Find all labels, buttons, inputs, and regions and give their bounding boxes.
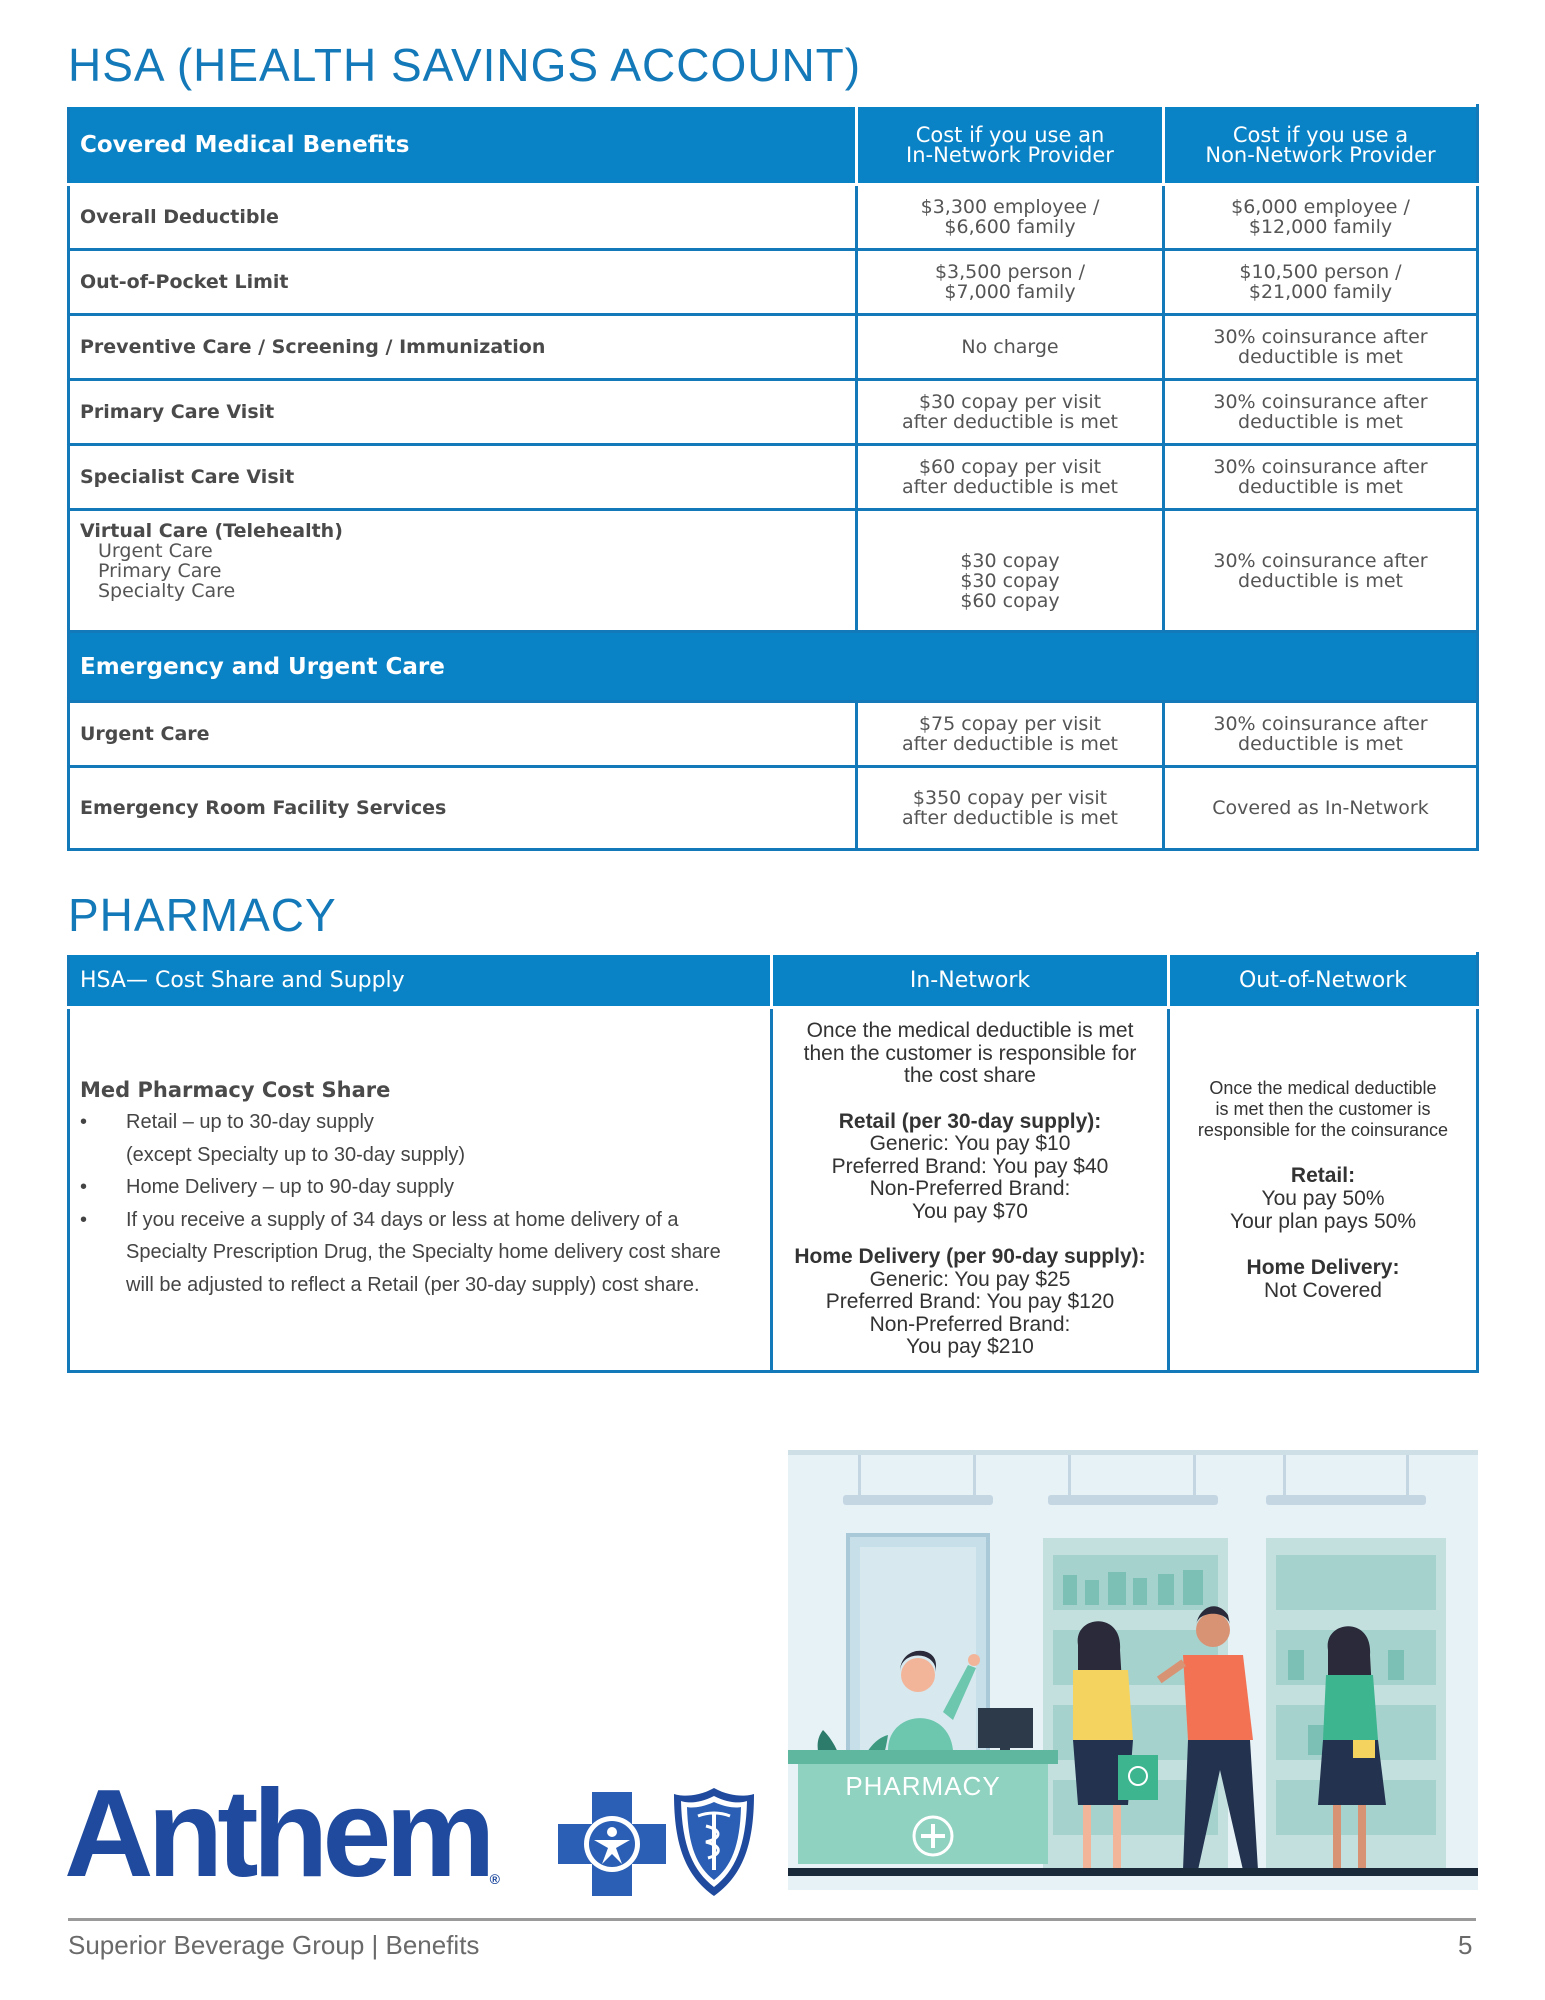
- table-row: [69, 510, 1478, 632]
- row-label: Specialist Care Visit: [69, 445, 857, 510]
- table-row: [69, 702, 1478, 767]
- out-network-cost: 30% coinsurance after deductible is met: [1164, 445, 1478, 510]
- out-network-cost: 30% coinsurance after deductible is met: [1164, 510, 1478, 632]
- table-row: [69, 250, 1478, 315]
- counter-label: PHARMACY: [845, 1771, 1001, 1801]
- table-row: [69, 445, 1478, 510]
- row-label-virtual-care: Virtual Care (Telehealth) Urgent Care Primary Care Specialty Care: [69, 510, 857, 632]
- anthem-logo-wordmark: Anthem®: [64, 1765, 500, 1903]
- in-network-cost: $30 copay per visit after deductible is met: [857, 380, 1164, 445]
- header-out-network: Out-of-Network: [1169, 954, 1478, 1008]
- out-network-cost: $6,000 employee / $12,000 family: [1164, 185, 1478, 250]
- footer-text: Superior Beverage Group | Benefits: [68, 1930, 480, 1960]
- med-pharmacy-title: Med Pharmacy Cost Share: [80, 1078, 391, 1102]
- pharmacy-illustration: [788, 1450, 1478, 1896]
- page-number: 5: [1458, 1930, 1473, 1960]
- footer-divider: [68, 1918, 1476, 1921]
- out-network-pharmacy-cell: Once the medical deductible is met then the customer is responsible for the coinsurance Retail: You pay 50% Your plan pays 50% Home Delivery: Not Covered: [1169, 1008, 1478, 1372]
- row-label: Preventive Care / Screening / Immunization: [69, 315, 857, 380]
- cost-share-list: [80, 1106, 760, 1301]
- emergency-section-header: [69, 632, 1478, 702]
- in-network-cost: $3,300 employee / $6,600 family: [857, 185, 1164, 250]
- hsa-section-title: HSA (HEALTH SAVINGS ACCOUNT): [68, 39, 862, 91]
- blue-shield-icon: [672, 1786, 756, 1898]
- table-header-row: [69, 106, 1478, 185]
- header-cost-share: HSA— Cost Share and Supply: [69, 954, 772, 1008]
- in-network-cost: $75 copay per visit after deductible is met: [857, 702, 1164, 767]
- row-label: Overall Deductible: [69, 185, 857, 250]
- list-item: • Home Delivery – up to 90-day supply: [80, 1176, 454, 1198]
- row-label: Emergency Room Facility Services: [69, 767, 857, 850]
- list-item: • Retail – up to 30-day supply (except Specialty up to 30-day supply): [80, 1111, 466, 1166]
- list-item: • If you receive a supply of 34 days or less at home delivery of a Specialty Prescription Drug, the Specialty home delivery cost share will be adjusted to reflect a Retail (per 30-day supply) cost share.: [80, 1208, 721, 1296]
- row-label: Primary Care Visit: [69, 380, 857, 445]
- table-row: [69, 315, 1478, 380]
- out-network-cost: 30% coinsurance after deductible is met: [1164, 702, 1478, 767]
- in-network-cost: $30 copay $30 copay $60 copay: [857, 510, 1164, 632]
- out-network-cost: $10,500 person / $21,000 family: [1164, 250, 1478, 315]
- in-network-pharmacy-cell: Once the medical deductible is met then the customer is responsible for the cost share Retail (per 30-day supply): Generic: You pay $10 Preferred Brand: You pay $40 Non-Preferred Brand: You pay $70 Home Delivery (per 90-day supply): Generic: You pay $25 Preferred Brand: You pay $120 Non-Preferred Brand: You pay $210: [772, 1008, 1169, 1372]
- header-covered-benefits: Covered Medical Benefits: [69, 106, 857, 185]
- header-in-network: Cost if you use an In-Network Provider: [857, 106, 1164, 185]
- table-row: [69, 1008, 1478, 1372]
- out-network-cost: 30% coinsurance after deductible is met: [1164, 380, 1478, 445]
- table-row: [69, 185, 1478, 250]
- header-in-network: In-Network: [772, 954, 1169, 1008]
- hsa-benefits-table: [67, 104, 1479, 851]
- pharmacy-section-title: PHARMACY: [68, 889, 337, 941]
- in-network-cost: $60 copay per visit after deductible is met: [857, 445, 1164, 510]
- header-non-network: Cost if you use a Non-Network Provider: [1164, 106, 1478, 185]
- pharmacy-table: [67, 952, 1479, 1373]
- out-network-cost: 30% coinsurance after deductible is met: [1164, 315, 1478, 380]
- in-network-cost: $3,500 person / $7,000 family: [857, 250, 1164, 315]
- out-network-cost: Covered as In-Network: [1164, 767, 1478, 850]
- blue-cross-icon: [558, 1792, 666, 1896]
- table-header-row: [69, 954, 1478, 1008]
- row-label: Out-of-Pocket Limit: [69, 250, 857, 315]
- in-network-cost: No charge: [857, 315, 1164, 380]
- in-network-cost: $350 copay per visit after deductible is met: [857, 767, 1164, 850]
- row-label: Urgent Care: [69, 702, 857, 767]
- table-row: [69, 380, 1478, 445]
- emergency-header-label: Emergency and Urgent Care: [69, 632, 1478, 702]
- table-row: [69, 767, 1478, 850]
- med-pharmacy-cell: [69, 1008, 772, 1372]
